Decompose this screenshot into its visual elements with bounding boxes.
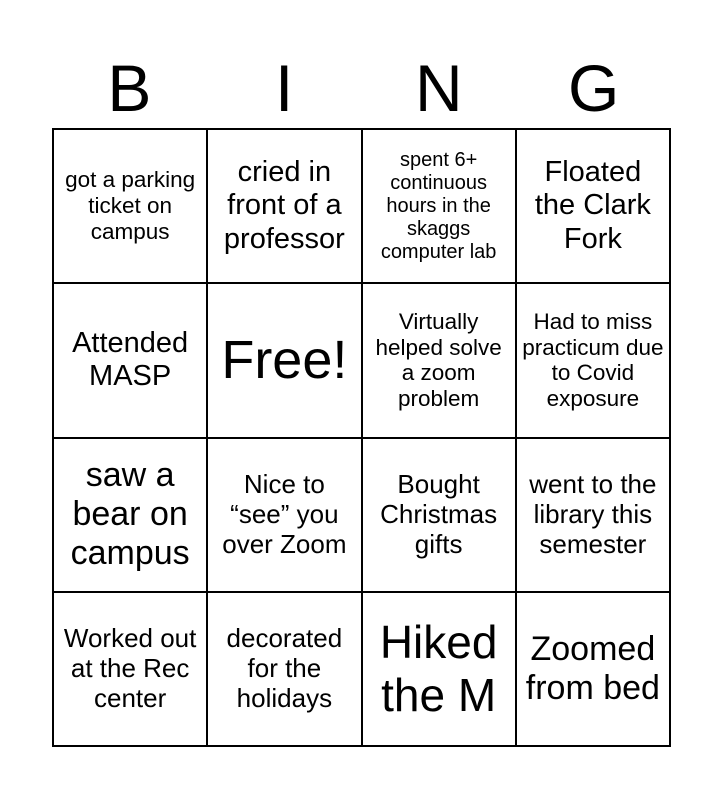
- bingo-header: [52, 48, 671, 128]
- cell-label: Virtually helped solve a zoom problem: [375, 308, 502, 412]
- cell-label: Hiked the M: [379, 615, 498, 721]
- free-space-label: Free!: [221, 330, 348, 391]
- bingo-cell-r1c3[interactable]: [362, 129, 516, 283]
- bingo-cell-r2c3[interactable]: [362, 283, 516, 437]
- cell-label: Had to miss practicum due to Covid exposure: [522, 308, 664, 412]
- header-letter-b: B: [107, 51, 152, 125]
- bingo-cell-r2c4[interactable]: [516, 283, 670, 437]
- cell-label: Worked out at the Rec center: [63, 623, 197, 713]
- header-letter-g: G: [567, 51, 620, 125]
- header-letter-i: I: [274, 51, 294, 125]
- bingo-cell-r3c1[interactable]: [53, 438, 207, 592]
- cell-label: got a parking ticket on campus: [65, 167, 196, 245]
- cell-label: Nice to “see” you over Zoom: [222, 468, 347, 559]
- cell-label: went to the library this semester: [529, 468, 657, 559]
- cell-label: spent 6+ continuous hours in the skaggs computer lab: [380, 148, 497, 263]
- bingo-cell-r1c2[interactable]: [207, 129, 361, 283]
- bingo-cell-r4c4[interactable]: [516, 592, 670, 746]
- bingo-cell-r4c3[interactable]: [362, 592, 516, 746]
- cell-label: cried in front of a professor: [223, 156, 345, 255]
- bingo-cell-r4c2[interactable]: [207, 592, 361, 746]
- bingo-cell-r1c1[interactable]: [53, 129, 207, 283]
- cell-label: Attended MASP: [72, 327, 189, 393]
- cell-label: Floated the Clark Fork: [534, 156, 651, 255]
- cell-label: decorated for the holidays: [226, 623, 343, 713]
- bingo-cell-r3c4[interactable]: [516, 438, 670, 592]
- cell-label: saw a bear on campus: [70, 455, 190, 573]
- bingo-cell-free[interactable]: [207, 283, 361, 437]
- cell-label: Bought Christmas gifts: [380, 468, 498, 559]
- bingo-cell-r4c1[interactable]: [53, 592, 207, 746]
- bingo-cell-r3c3[interactable]: [362, 438, 516, 592]
- bingo-cell-r1c4[interactable]: [516, 129, 670, 283]
- cell-label: Zoomed from bed: [525, 629, 660, 707]
- header-letter-n: N: [415, 51, 463, 125]
- bingo-cell-r3c2[interactable]: [207, 438, 361, 592]
- bingo-board: [52, 128, 671, 747]
- bingo-cell-r2c1[interactable]: [53, 283, 207, 437]
